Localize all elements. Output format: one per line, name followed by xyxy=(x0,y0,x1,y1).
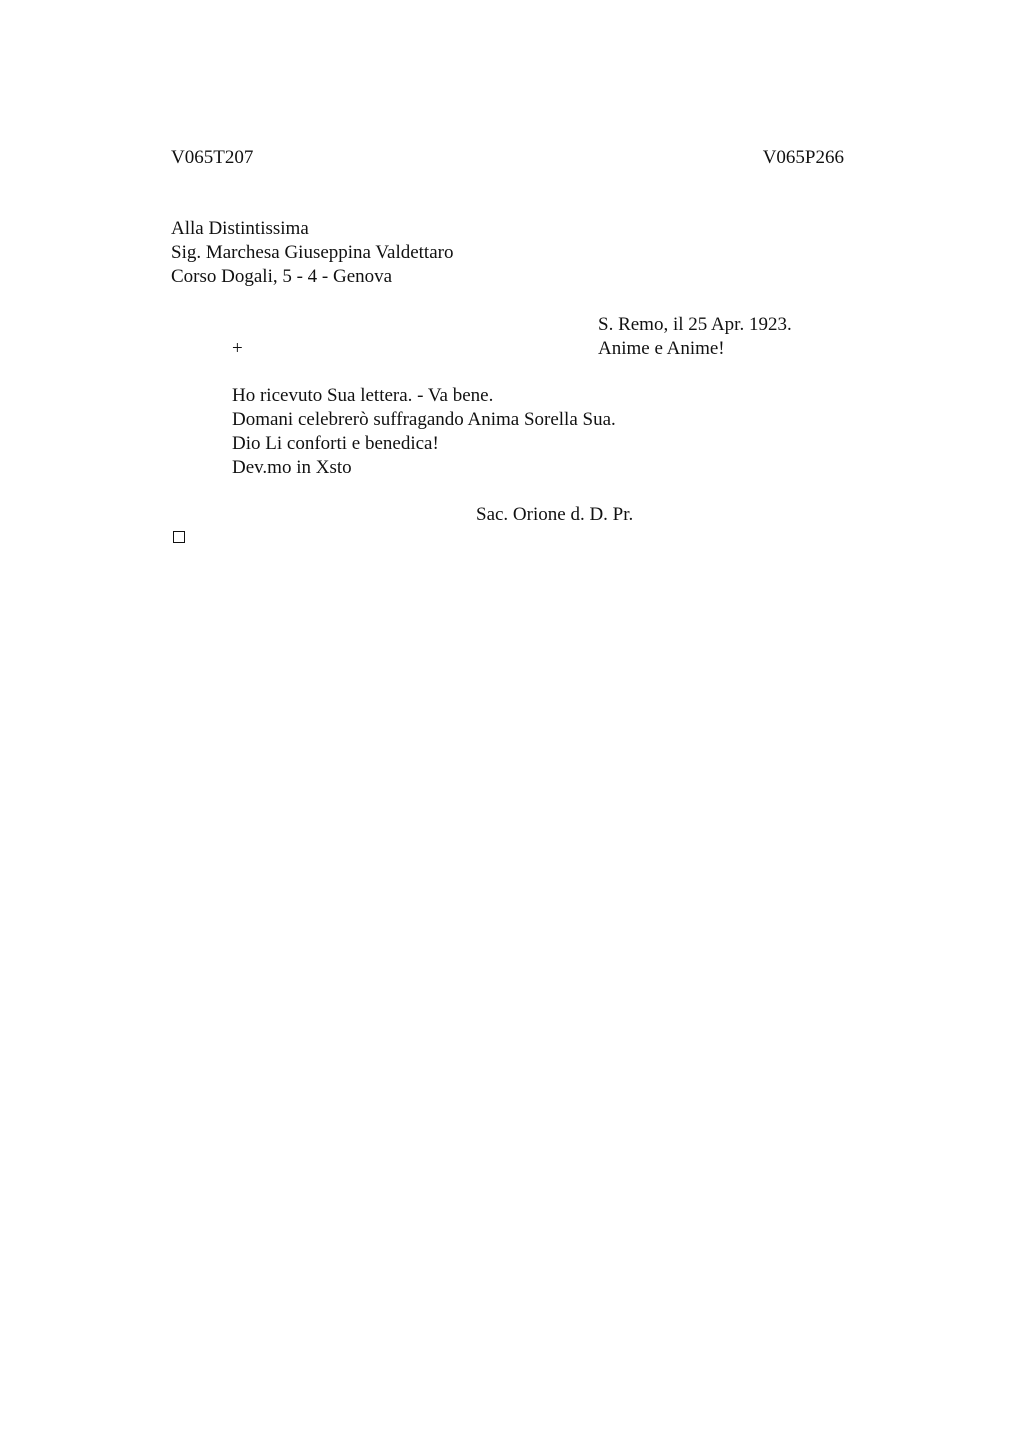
body-line: Dev.mo in Xsto xyxy=(232,457,352,478)
motto: Anime e Anime! xyxy=(598,338,725,359)
body-line: Dio Li conforti e benedica! xyxy=(232,433,439,454)
letter-body xyxy=(232,384,616,480)
signature: Sac. Orione d. D. Pr. xyxy=(476,504,634,525)
address-line: Sig. Marchesa Giuseppina Valdettaro xyxy=(171,242,454,263)
body-line: Domani celebrerò suffragando Anima Sorella Sua. xyxy=(232,409,616,430)
address-line: Corso Dogali, 5 - 4 - Genova xyxy=(171,266,393,287)
recipient-address xyxy=(171,217,453,289)
cross-symbol: + xyxy=(232,338,243,359)
address-line: Alla Distintissima xyxy=(171,218,309,239)
dateline xyxy=(598,313,792,361)
place-date: S. Remo, il 25 Apr. 1923. xyxy=(598,314,792,335)
body-line: Ho ricevuto Sua lettera. - Va bene. xyxy=(232,385,494,406)
end-square-icon xyxy=(173,531,185,543)
document-code-left: V065T207 xyxy=(171,147,254,168)
document-code-right: V065P266 xyxy=(762,147,844,168)
